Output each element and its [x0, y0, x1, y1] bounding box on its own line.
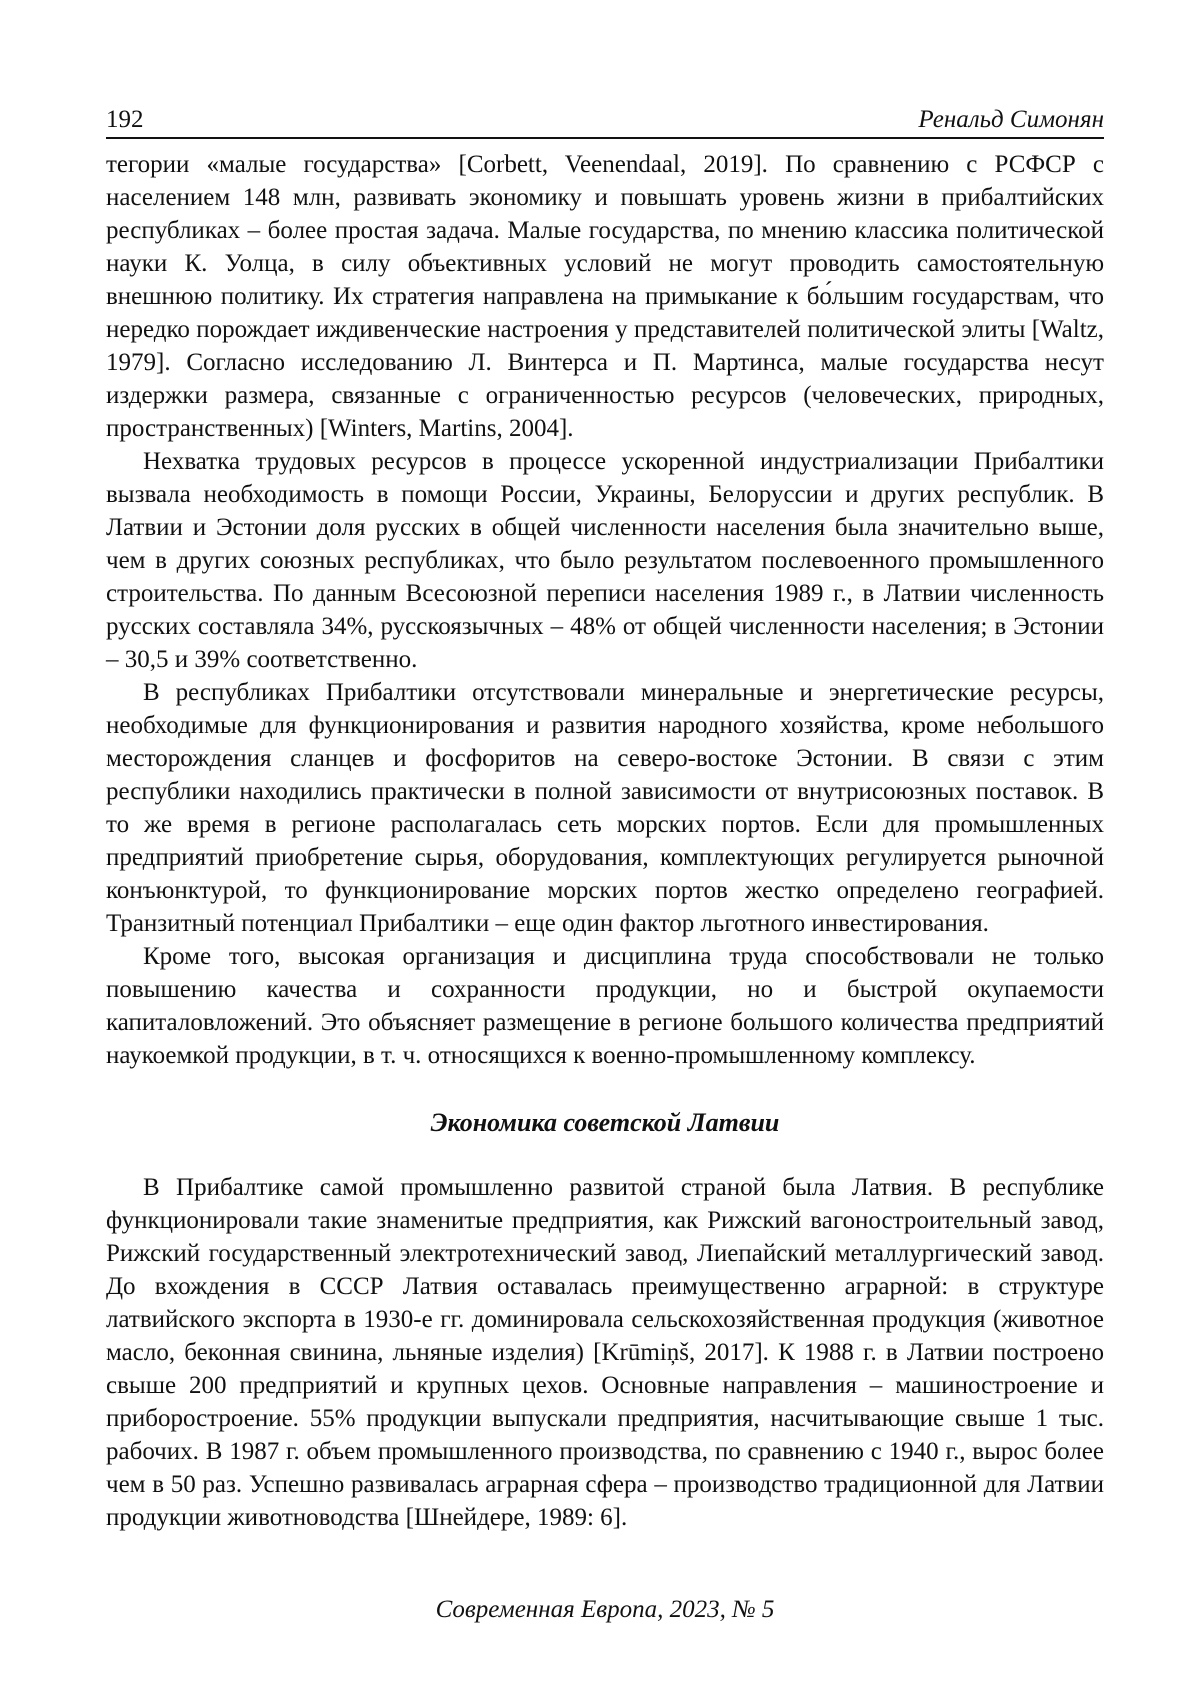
paragraph: В Прибалтике самой промышленно развитой страной была Латвия. В республике функционировали такие знаменитые предприятия, как Рижский вагоностроительный завод, Рижский государственный электротехнический завод, Лиепайский металлургический завод. До вхождения в СССР Латвия оставалась преимущественно аграрной: в структуре латвийского экспорта в 1930-е гг. доминировала сельскохозяйственная продукция (животное масло, беконная свинина, льняные изделия) [Krūmiņš, 2017]. К 1988 г. в Латвии построено свыше 200 предприятий и крупных цехов. Основные направления – машиностроение и приборостроение. 55% продукции выпускали предприятия, насчитывающие свыше 1 тыс. рабочих. В 1987 г. объем промышленного производства, по сравнению с 1940 г., вырос более чем в 50 раз. Успешно развивалась аграрная сфера – производство традиционной для Латвии продукции животноводства [Шнейдере, 1989: 6].: [106, 1174, 1104, 1531]
paragraph: В республиках Прибалтики отсутствовали минеральные и энергетические ресурсы, необходимые для функционирования и развития народного хозяйства, кроме небольшого месторождения сланцев и фосфоритов на северо-востоке Эстонии. В связи с этим республики находились практически в полной зависимости от внутрисоюзных поставок. В то же время в регионе располагалась сеть морских портов. Если для промышленных предприятий приобретение сырья, оборудования, комплектующих регулируется рыночной конъюнктурой, то функционирование морских портов жестко определено географией. Транзитный потенциал Прибалтики – еще один фактор льготного инвестирования.: [106, 679, 1104, 937]
section-heading: Экономика советской Латвии: [430, 1108, 780, 1137]
article-body: [106, 148, 1104, 1534]
running-footer: Современная Европа, 2023, № 5: [435, 1596, 775, 1623]
paragraph: Кроме того, высокая организация и дисциплина труда способствовали не только повышению качества и сохранности продукции, но и быстрой окупаемости капиталовложений. Это объясняет размещение в регионе большого количества предприятий наукоемкой продукции, в т. ч. относящихся к военно-промышленному комплексу.: [106, 943, 1104, 1069]
running-header: [106, 103, 1104, 139]
page-number: 192: [106, 106, 144, 133]
paragraph-continued: тегории «малые государства» [Corbett, Veenendaal, 2019]. По сравнению с РСФСР с населением 148 млн, развивать экономику и повышать уровень жизни в прибалтийских республиках – более простая задача. Малые государства, по мнению классика политической науки К. Уолца, в силу объективных условий не могут проводить самостоятельную внешнюю политику. Их стратегия направлена на примыкание к бо́льшим государствам, что нередко порождает иждивенческие настроения у представителей политической элиты [Waltz, 1979]. Согласно исследованию Л. Винтерса и П. Мартинса, малые государства несут издержки размера, связанные с ограниченностью ресурсов (человеческих, природных, пространственных) [Winters, Martins, 2004].: [106, 151, 1104, 442]
paragraph: Нехватка трудовых ресурсов в процессе ускоренной индустриализации Прибалтики вызвала необходимость в помощи России, Украины, Белоруссии и других республик. В Латвии и Эстонии доля русских в общей численности населения была значительно выше, чем в других союзных республиках, что было результатом послевоенного промышленного строительства. По данным Всесоюзной переписи населения 1989 г., в Латвии численность русских составляла 34%, русскоязычных – 48% от общей численности населения; в Эстонии – 30,5 и 39% соответственно.: [106, 448, 1104, 673]
running-author: Ренальд Симонян: [918, 106, 1104, 133]
